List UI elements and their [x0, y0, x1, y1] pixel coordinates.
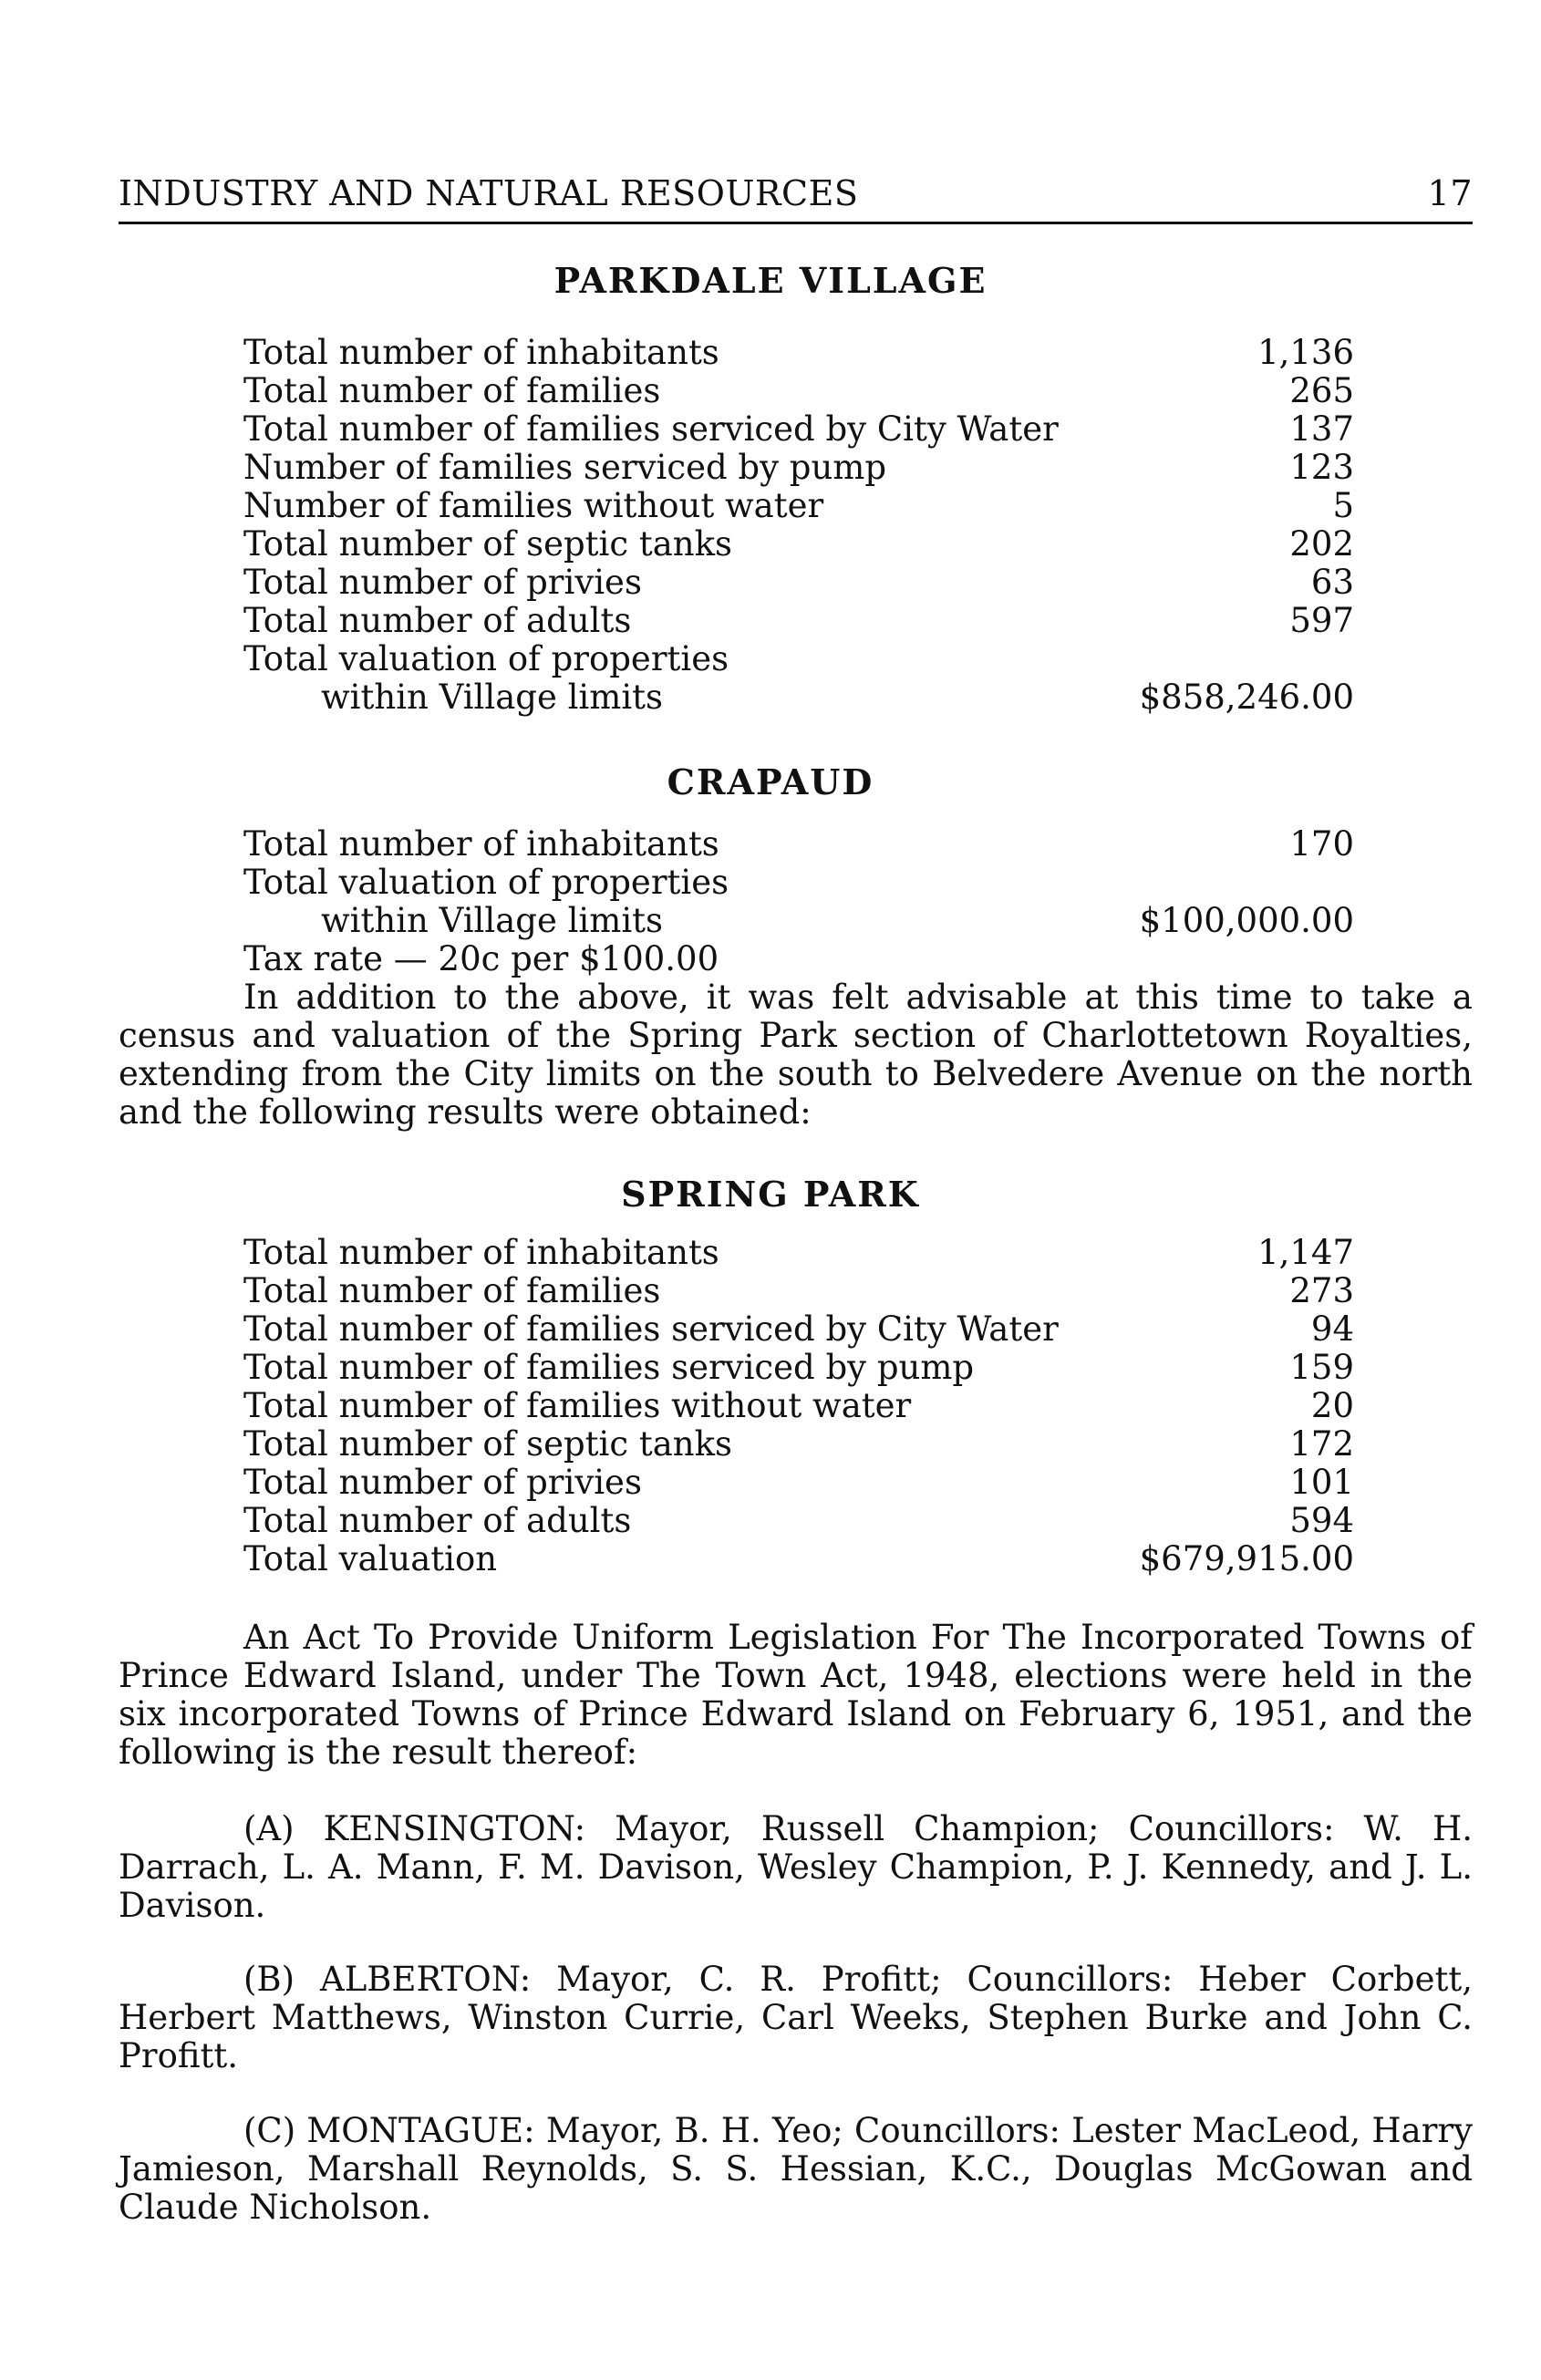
stat-label: Total number of inhabitants — [243, 1233, 719, 1272]
crapaud-title: CRAPAUD — [667, 761, 874, 802]
stat-row — [243, 640, 1354, 717]
stat-label-line: Total valuation of properties — [243, 639, 729, 678]
header-title: INDUSTRY AND NATURAL RESOURCES — [119, 173, 859, 213]
stat-row — [243, 1387, 1354, 1425]
stat-value: 265 — [1289, 371, 1354, 410]
stat-value: 101 — [1289, 1463, 1354, 1502]
stat-label: Total number of septic tanks — [243, 1424, 733, 1464]
stat-row — [243, 864, 1354, 940]
stat-row — [243, 1349, 1354, 1387]
page-number: 17 — [1427, 173, 1473, 213]
stat-value: 159 — [1289, 1348, 1354, 1387]
stat-label: Total number of adults — [243, 1501, 632, 1540]
crapaud-stats-table — [243, 825, 1354, 940]
result-montague-block — [119, 2112, 1473, 2227]
stat-value: 63 — [1310, 563, 1354, 602]
parkdale-title: PARKDALE VILLAGE — [553, 260, 988, 301]
stat-label — [243, 864, 729, 940]
stat-row — [243, 449, 1354, 487]
spring-park-stats-table — [243, 1234, 1354, 1578]
stat-label: Total number of privies — [243, 1463, 642, 1502]
result-alberton-block — [119, 1961, 1473, 2075]
stat-value: 20 — [1310, 1386, 1354, 1425]
stat-row — [243, 487, 1354, 525]
stat-label: Total number of inhabitants — [243, 333, 719, 372]
stat-label: Total number of inhabitants — [243, 824, 719, 864]
stat-label-continuation: within Village limits — [321, 678, 664, 717]
stat-value: 273 — [1289, 1271, 1354, 1310]
stat-row — [243, 1540, 1354, 1578]
tax-rate-line: Tax rate — 20c per $100.00 — [243, 939, 719, 978]
stat-value: 1,147 — [1257, 1233, 1354, 1272]
stat-value: 172 — [1289, 1424, 1354, 1464]
stat-label-continuation: within Village limits — [321, 901, 664, 940]
stat-label: Total number of families — [243, 371, 661, 410]
stat-row — [243, 334, 1354, 372]
stat-value: 1,136 — [1257, 333, 1354, 372]
stat-row — [243, 410, 1354, 449]
stat-value: 594 — [1289, 1501, 1354, 1540]
stat-row — [243, 1234, 1354, 1272]
parkdale-stats-table — [243, 334, 1354, 717]
stat-value: 137 — [1289, 409, 1354, 449]
stat-label: Total number of families — [243, 1271, 661, 1310]
stat-label: Total number of families serviced by City Water — [243, 1309, 1059, 1349]
stat-value: $100,000.00 — [1139, 901, 1354, 940]
stat-value: 5 — [1332, 486, 1354, 525]
stat-row — [243, 602, 1354, 640]
header-rule — [119, 222, 1473, 224]
stat-row — [243, 1272, 1354, 1310]
stat-row — [243, 1310, 1354, 1349]
stat-row — [243, 1425, 1354, 1464]
stat-label: Number of families without water — [243, 486, 824, 525]
stat-value: $858,246.00 — [1139, 678, 1354, 717]
act-paragraph-block — [119, 1619, 1473, 1772]
stat-label — [243, 640, 729, 717]
stat-value: 170 — [1289, 824, 1354, 864]
stat-label-line: Total valuation of properties — [243, 863, 729, 902]
stat-label: Total number of families serviced by City Water — [243, 409, 1059, 449]
stat-row — [243, 564, 1354, 602]
stat-label: Total number of adults — [243, 601, 632, 640]
stat-label: Total number of privies — [243, 563, 642, 602]
stat-row — [243, 525, 1354, 564]
result-alberton: (B) ALBERTON: Mayor, C. R. Profitt; Councillors: Heber Corbett, Herbert Matthews, Winston Currie, Carl Weeks, Stephen Burke and John C. Profitt. — [119, 1960, 1473, 2075]
census-paragraph-block — [119, 978, 1473, 1132]
stat-value: 123 — [1289, 448, 1354, 487]
result-kensington: (A) KENSINGTON: Mayor, Russell Champion; Councillors: W. H. Darrach, L. A. Mann, F. M. Davison, Wesley Champion, P. J. Kennedy, and J. L. Davison. — [119, 1809, 1473, 1925]
stat-row — [243, 372, 1354, 410]
stat-label: Total number of septic tanks — [243, 524, 733, 564]
stat-label: Total number of families serviced by pump — [243, 1348, 975, 1387]
stat-row — [243, 1464, 1354, 1502]
stat-value: 94 — [1310, 1309, 1354, 1349]
result-kensington-block — [119, 1810, 1473, 1925]
spring-park-title: SPRING PARK — [621, 1174, 920, 1215]
stat-row — [243, 1502, 1354, 1540]
act-paragraph: An Act To Provide Uniform Legislation For The Incorporated Towns of Prince Edward Island, under The Town Act, 1948, elections were held in the six incorporated Towns of Prince Edward Island on February 6, 1951, and the following is the result thereof: — [119, 1618, 1473, 1772]
stat-label: Total number of families without water — [243, 1386, 912, 1425]
stat-label: Total valuation — [243, 1539, 498, 1578]
stat-value: $679,915.00 — [1139, 1539, 1354, 1578]
stat-value: 597 — [1289, 601, 1354, 640]
stat-label: Number of families serviced by pump — [243, 448, 887, 487]
stat-row — [243, 825, 1354, 864]
result-montague: (C) MONTAGUE: Mayor, B. H. Yeo; Councillors: Lester MacLeod, Harry Jamieson, Marshall Reynolds, S. S. Hessian, K.C., Douglas McGowan and Claude Nicholson. — [119, 2111, 1473, 2227]
stat-value: 202 — [1289, 524, 1354, 564]
running-header — [119, 173, 1473, 213]
census-paragraph: In addition to the above, it was felt advisable at this time to take a census and valuation of the Spring Park section of Charlottetown Royalties, extending from the City limits on the south to Belvedere Avenue on the north and the following results were obtained: — [119, 978, 1473, 1132]
